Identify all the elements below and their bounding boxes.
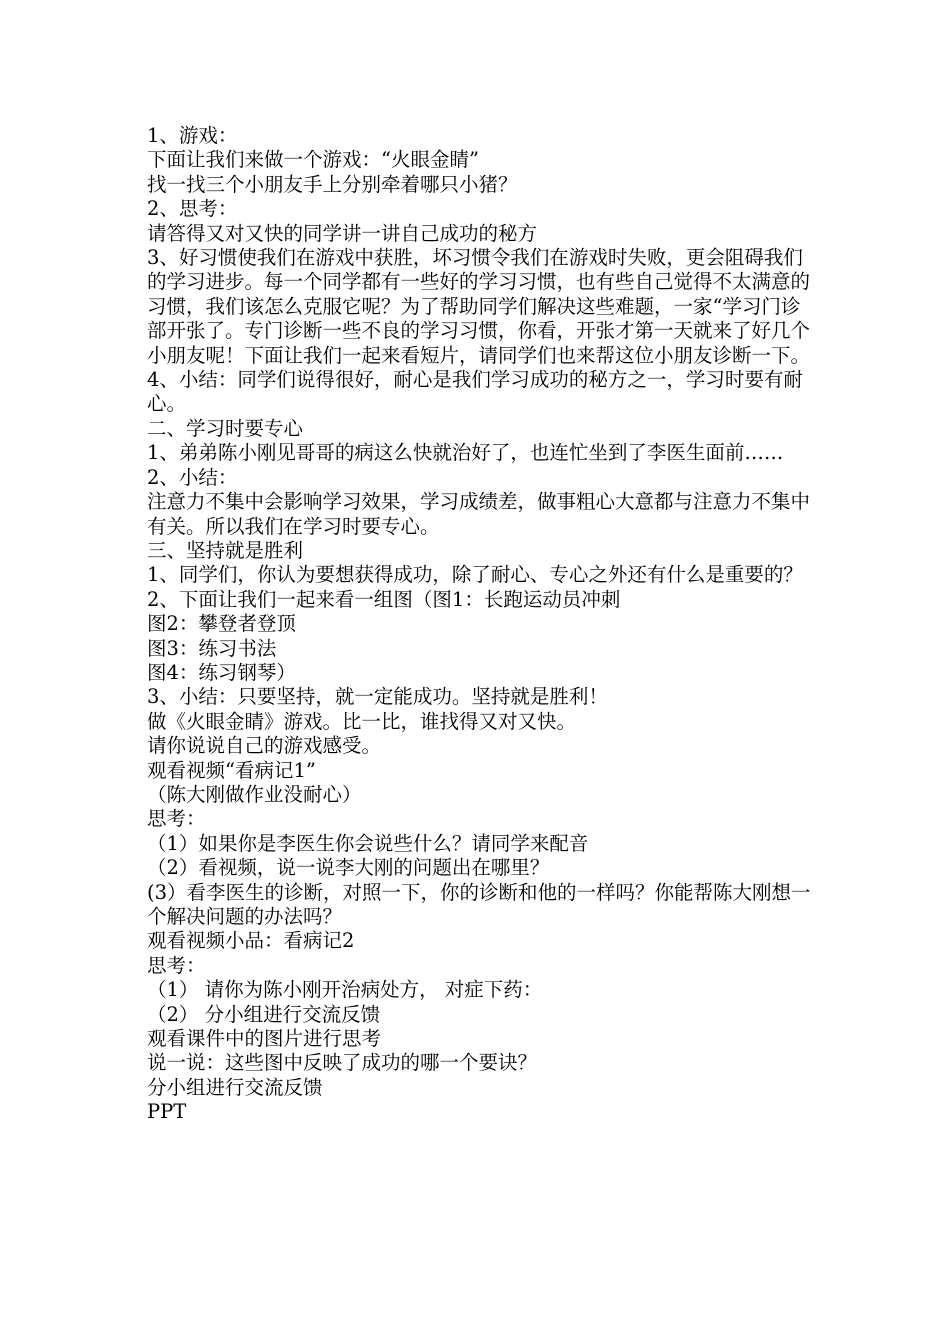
text-line: 观看视频“看病记1” <box>147 758 316 782</box>
text-line: 找一找三个小朋友手上分别牵着哪只小猪？ <box>147 172 518 196</box>
text-line: 图3：练习书法 <box>147 636 277 660</box>
text-line: 2、下面让我们一起来看一组图（图1：长跑运动员冲刺 <box>147 587 621 611</box>
text-line: 思考： <box>147 807 206 831</box>
text-line: 做《火眼金睛》游戏。比一比，谁找得又对又快。 <box>147 709 577 733</box>
text-line: 思考： <box>147 953 206 977</box>
text-paragraph: 3、好习惯使我们在游戏中获胜，坏习惯令我们在游戏时失败，更会阻碍我们的学习进步。每一个同学都有一些好的学习习惯，也有些自己觉得不太满意的习惯，我们该怎么克服它呢？为了帮助同学们解决这些难题，一家“学习门诊部开张了。专门诊断一些不良的学习习惯，你看，开张才第一天就来了好几个小朋友呢！下面让我们一起来看短片，请同学们也来帮这位小朋友诊断一下。 <box>147 246 811 367</box>
text-line: 3、小结：只要坚持，就一定能成功。坚持就是胜利！ <box>147 685 608 709</box>
text-line: 2、思考： <box>147 197 238 221</box>
text-paragraph: 4、小结：同学们说得很好，耐心是我们学习成功的秘方之一，学习时要有耐心。 <box>147 368 803 416</box>
text-paragraph: 1、同学们，你认为要想获得成功，除了耐心、专心之外还有什么是重要的？ <box>147 563 803 587</box>
text-line: （1） 请你为陈小刚开治病处方， 对症下药： <box>147 978 543 1002</box>
text-paragraph: 注意力不集中会影响学习效果，学习成绩差，做事粗心大意都与注意力不集中有关。所以我们在学习时要专心。 <box>147 490 811 538</box>
text-line: （2） 分小组进行交流反馈 <box>147 1002 381 1026</box>
section-heading: 二、学习时要专心 <box>147 416 304 440</box>
text-line: PPT <box>147 1100 187 1124</box>
text-line: （陈大刚做作业没耐心） <box>147 782 362 806</box>
text-line: 图2：攀登者登顶 <box>147 612 296 636</box>
text-paragraph: (3）看李医生的诊断，对照一下，你的诊断和他的一样吗？你能帮陈大刚想一个解决问题的办法吗？ <box>147 880 811 928</box>
text-line: （1）如果你是李医生你会说些什么？请同学来配音 <box>147 831 589 855</box>
text-paragraph: 1、弟弟陈小刚见哥哥的病这么快就治好了，也连忙坐到了李医生面前…… <box>147 441 784 465</box>
text-line: 请答得又对又快的同学讲一讲自己成功的秘方 <box>147 221 538 245</box>
text-line: 说一说：这些图中反映了成功的哪一个要诀？ <box>147 1051 538 1075</box>
text-line: 1、游戏： <box>147 124 238 147</box>
text-line: 观看课件中的图片进行思考 <box>147 1027 382 1051</box>
text-line: 图4：练习钢琴） <box>147 660 296 684</box>
text-line: 下面让我们来做一个游戏：“火眼金睛” <box>147 148 479 172</box>
text-line: 请你说说自己的游戏感受。 <box>147 734 382 758</box>
text-line: 分小组进行交流反馈 <box>147 1075 323 1099</box>
text-line: （2）看视频，说一说李大刚的问题出在哪里？ <box>147 856 550 880</box>
text-line: 2、小结： <box>147 465 238 489</box>
section-heading: 三、坚持就是胜利 <box>147 538 304 562</box>
text-line: 观看视频小品：看病记2 <box>147 929 355 953</box>
document-body <box>147 124 812 1125</box>
